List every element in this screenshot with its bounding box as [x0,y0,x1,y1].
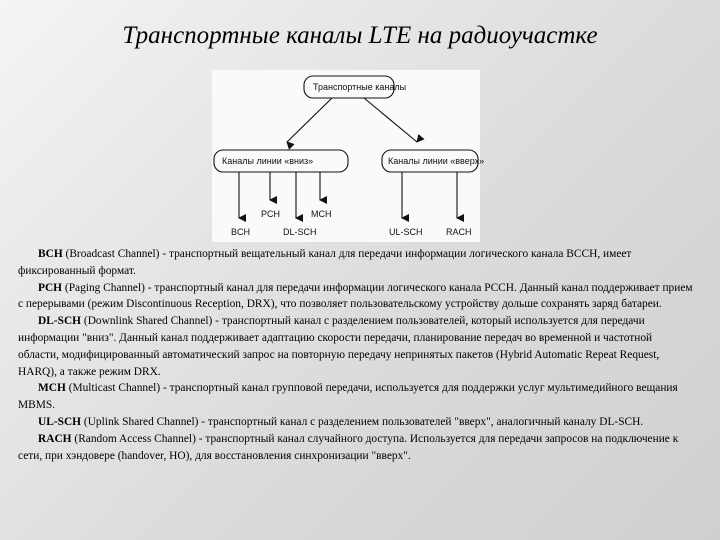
description-text: (Random Access Channel) - транспортный канал случайного доступа. Используется для передачи запросов на подключение к сети, при хэндовере (handover, HO), для восстановления синхронизации "вверх". [18,432,679,462]
description-text: (Downlink Shared Channel) - транспортный канал с разделением пользователей, который используется для передачи информации "вниз". Данный канал поддерживает адаптацию скорости передачи, планирование передач во временной и частотной области, модифицированный автоматический запрос на повторную передачу непринятых пакетов (Hybrid Automatic Repeat Request, HARQ), а также режим DRX. [18,315,660,378]
rach-label: RACH [446,227,472,237]
description-text: (Uplink Shared Channel) - транспортный канал с разделением пользователей "вверх", аналогичный каналу DL-SCH. [81,415,644,428]
ulsch-label: UL-SCH [389,227,423,237]
root-to-uplink-arrow [364,98,417,142]
description-abbr: DL-SCH [38,315,82,328]
description-text: (Paging Channel) - транспортный канал для передачи информации логического канала PCCH. Данный канал поддерживает прием с перерывами (режим Discontinuous Reception, DRX), что позволяет пользовательскому устройству дольше сохранять заряд батареи. [18,281,693,311]
description-dlsch [18,313,694,380]
description-abbr: UL-SCH [38,415,82,428]
channel-descriptions [18,246,694,464]
slide-title: Транспортные каналы LTE на радиоучастке [122,22,598,49]
description-rach [18,431,694,465]
description-abbr: BCH [38,248,63,260]
description-ulsch [18,414,694,431]
dlsch-label: DL-SCH [283,227,317,237]
description-abbr: PCH [38,281,63,294]
description-text: (Broadcast Channel) - транспортный вещательный канал для передачи информации логического канала BCCH, имеет фиксированный формат. [18,248,632,277]
description-text: (Multicast Channel) - транспортный канал групповой передачи, используется для поддержки услуг мультимедийного вещания MBMS. [18,382,678,412]
description-abbr: RACH [38,432,72,445]
description-abbr: MCH [38,382,66,395]
downlink-node-label: Каналы линии «вниз» [222,156,314,166]
bch-label: BCH [231,227,251,237]
pch-label: PCH [261,209,281,219]
transport-channels-diagram [212,70,485,242]
root-to-downlink-arrow [287,98,332,142]
mch-label: MCH [311,209,332,219]
root-node-label: Транспортные каналы [313,82,407,92]
description-mch [18,380,694,414]
uplink-node-label: Каналы линии «вверх» [388,156,485,166]
description-pch [18,280,694,314]
description-bch [18,246,694,280]
